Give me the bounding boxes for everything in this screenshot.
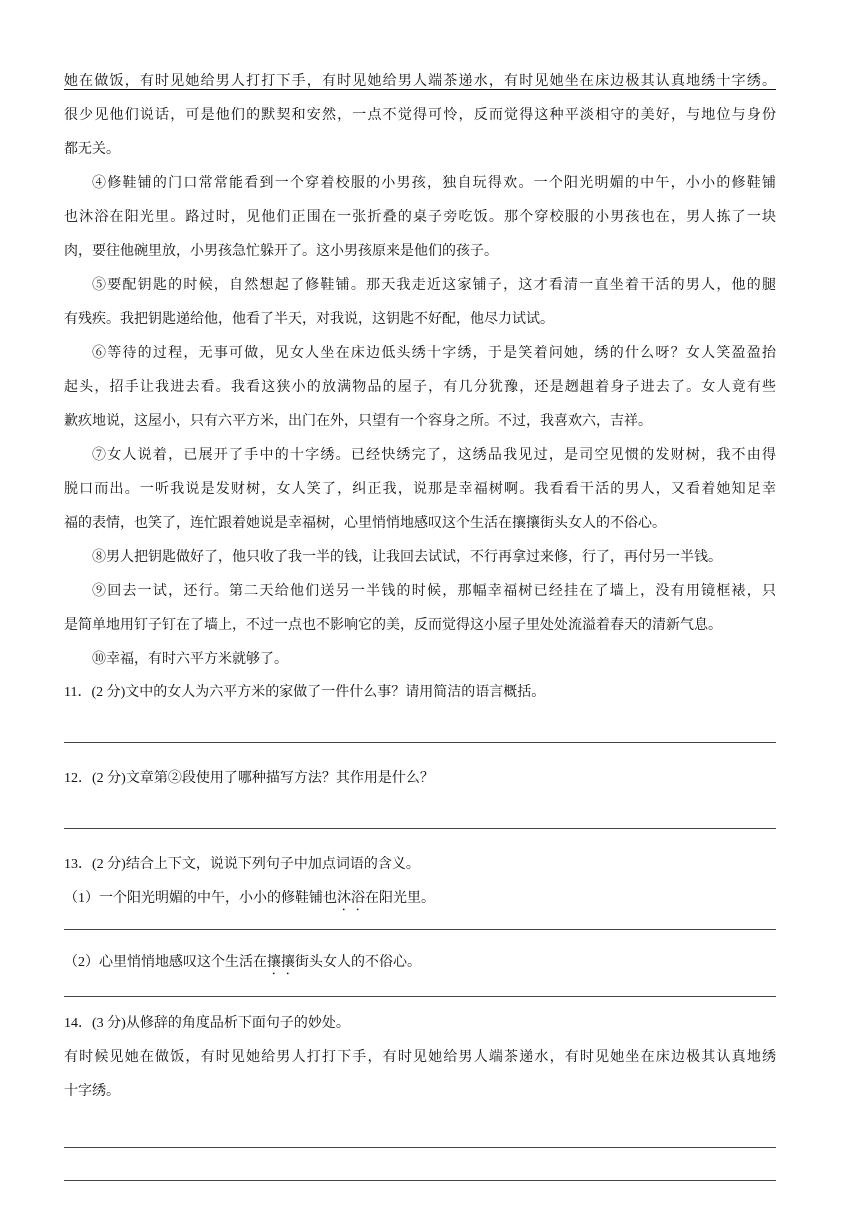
passage-line: ④修鞋铺的门口常常能看到一个穿着校服的小男孩，独自玩得欢。一个阳光明媚的中午，小小的修鞋铺 [92,175,776,191]
question-14: 14．(3 分)从修辞的角度品析下面句子的妙处。 [64,1016,350,1031]
passage-line: ⑥等待的过程，无事可做，见女人坐在床边低头绣十字绣，于是笑着问她，绣的什么呀？女人笑盈盈抬 [92,345,776,361]
passage-line: ⑧男人把钥匙做好了，他只收了我一半的钱，让我回去试试，不行再拿过来修，行了，再付另一半钱。 [92,549,722,565]
passage-line: ⑨回去一试，还行。第二天给他们送另一半钱的时候，那幅幸福树已经挂在了墙上，没有用镜框裱，只 [92,583,776,599]
question-11: 11．(2 分)文中的女人为六平方米的家做了一件什么事？请用简洁的语言概括。 [64,685,546,700]
question-13-item-2: （2）心里悄悄地感叹这个生活在攘攘街头女人的不俗心。 [64,955,421,970]
dotted-word: 攘攘 [267,955,295,970]
passage-line: ⑦女人说着，已展开了手中的十字绣。已经快绣完了，这绣品我见过，是司空见惯的发财树，我不由得 [92,447,776,463]
question-12: 12．(2 分)文章第②段使用了哪种描写方法？其作用是什么？ [64,771,434,786]
dotted-word: 沐浴 [337,891,365,906]
passage-line: 是简单地用钉子钉在了墙上，不过一点也不影响它的美，反而觉得这小屋子里处处流溢着春天的清新气息。 [64,617,722,633]
passage-line: ⑤要配钥匙的时候，自然想起了修鞋铺。那天我走近这家铺子，这才看清一直坐着干活的男人，他的腿 [92,277,776,293]
passage-line: 有残疾。我把钥匙递给他，他看了半天，对我说，这钥匙不好配，他尽力试试。 [64,311,554,327]
passage-line: 福的表情，也笑了，连忙跟着她说是幸福树，心里悄悄地感叹这个生活在攘攘街头女人的不俗心。 [64,515,666,531]
underlined-sentence: 她在做饭，有时见她给男人打打下手，有时见她给男人端茶递水，有时见她坐在床边极其认真地绣十字绣。 [64,73,776,89]
answer-line[interactable] [64,1180,776,1181]
passage-line: 都无关。 [64,141,120,157]
passage-line: 歉疚地说，这屋小，只有六平方米，出门在外，只望有一个容身之所。不过，我喜欢六，吉祥。 [64,413,652,429]
passage-line: 肉，要往他碗里放，小男孩急忙躲开了。这小男孩原来是他们的孩子。 [64,243,498,259]
passage-line: 很少见他们说话，可是他们的默契和安然，一点不觉得可怜，反而觉得这种平淡相守的美好，与地位与身份 [64,107,776,123]
passage-line: 也沐浴在阳光里。路过时，见他们正围在一张折叠的桌子旁吃饭。那个穿校服的小男孩也在，男人拣了一块 [64,209,776,225]
passage-line: ⑩幸福，有时六平方米就够了。 [92,651,288,667]
passage-line: 起头，招手让我进去看。我看这狭小的放满物品的屋子，有几分犹豫，还是趔趄着身子进去了。女人竟有些 [64,379,776,395]
question-14-quote-line: 有时候见她在做饭，有时见她给男人打打下手，有时见她给男人端茶递水，有时见她坐在床边极其认真地绣 [64,1050,776,1065]
passage-line: 脱口而出。一听我说是发财树，女人笑了，纠正我，说那是幸福树啊。我看看干活的男人，又看着她知足幸 [64,481,776,497]
question-14-quote-line: 十字绣。 [64,1084,120,1099]
passage-line [64,64,776,98]
page-content [64,64,776,1181]
question-13-item-1: （1）一个阳光明媚的中午，小小的修鞋铺也沐浴在阳光里。 [64,891,435,906]
question-13: 13．(2 分)结合上下文，说说下列句子中加点词语的含义。 [64,857,420,872]
